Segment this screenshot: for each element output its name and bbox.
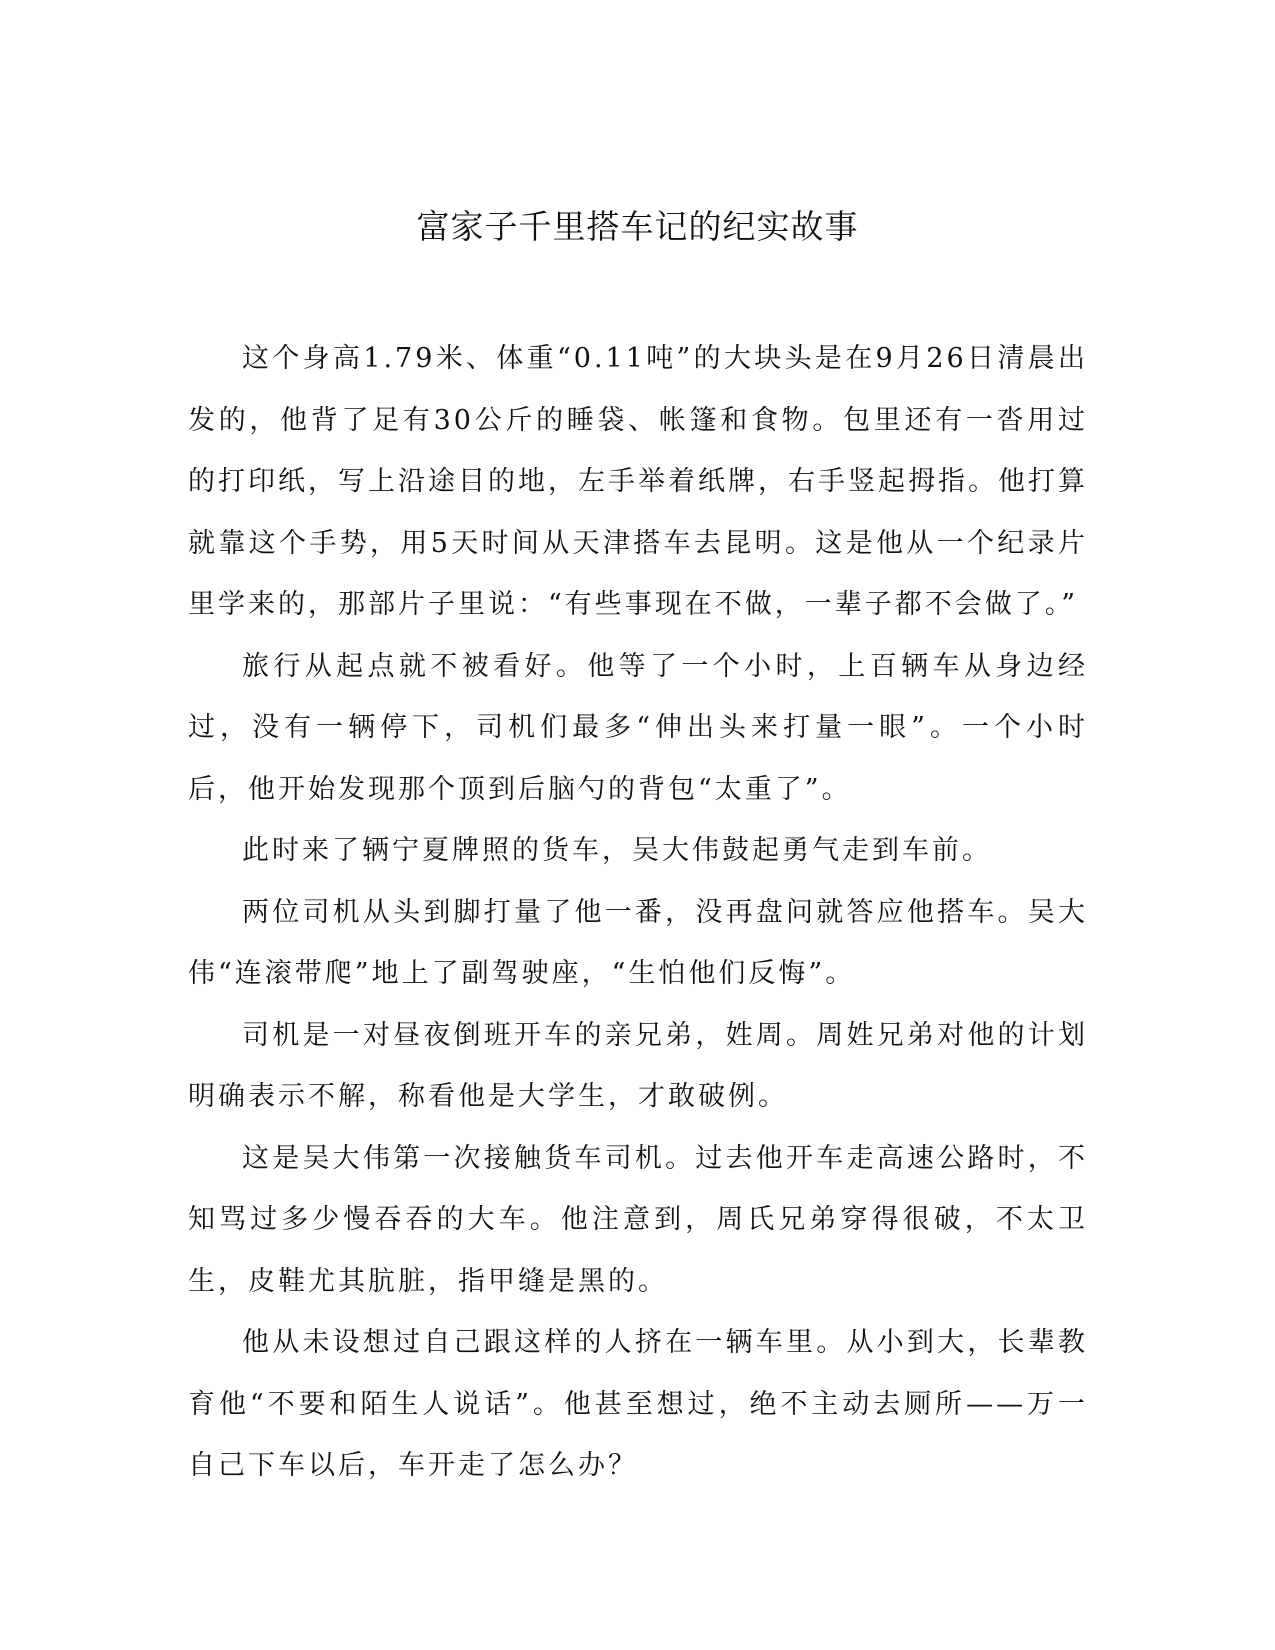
paragraph-7: 他从未设想过自己跟这样的人挤在一辆车里。从小到大，长辈教育他“不要和陌生人说话”。他甚至想过，绝不主动去厕所——万一自己下车以后，车开走了怎么办？ <box>188 1327 1088 1481</box>
document-body <box>188 328 1088 1497</box>
paragraph-1: 这个身高1.79米、体重“0.11吨”的大块头是在9月26日清晨出发的，他背了足有30公斤的睡袋、帐篷和食物。包里还有一沓用过的打印纸，写上沿途目的地，左手举着纸牌，右手竖起拇指。他打算就靠这个手势，用5天时间从天津搭车去昆明。这是他从一个纪录片里学来的，那部片子里说：“有些事现在不做，一辈子都不会做了。” <box>188 343 1088 620</box>
paragraph-4: 两位司机从头到脚打量了他一番，没再盘问就答应他搭车。吴大伟“连滚带爬”地上了副驾驶座，“生怕他们反悔”。 <box>188 896 1088 989</box>
paragraph-5: 司机是一对昼夜倒班开车的亲兄弟，姓周。周姓兄弟对他的计划明确表示不解，称看他是大学生，才敢破例。 <box>188 1019 1088 1112</box>
document-title: 富家子千里搭车记的纪实故事 <box>416 207 859 246</box>
paragraph-3: 此时来了辆宁夏牌照的货车，吴大伟鼓起勇气走到车前。 <box>242 835 992 866</box>
paragraph-6: 这是吴大伟第一次接触货车司机。过去他开车走高速公路时，不知骂过多少慢吞吞的大车。他注意到，周氏兄弟穿得很破，不太卫生，皮鞋尤其肮脏，指甲缝是黑的。 <box>188 1142 1088 1297</box>
paragraph-2: 旅行从起点就不被看好。他等了一个小时，上百辆车从身边经过，没有一辆停下，司机们最多“伸出头来打量一眼”。一个小时后，他开始发现那个顶到后脑勺的背包“太重了”。 <box>188 650 1088 805</box>
